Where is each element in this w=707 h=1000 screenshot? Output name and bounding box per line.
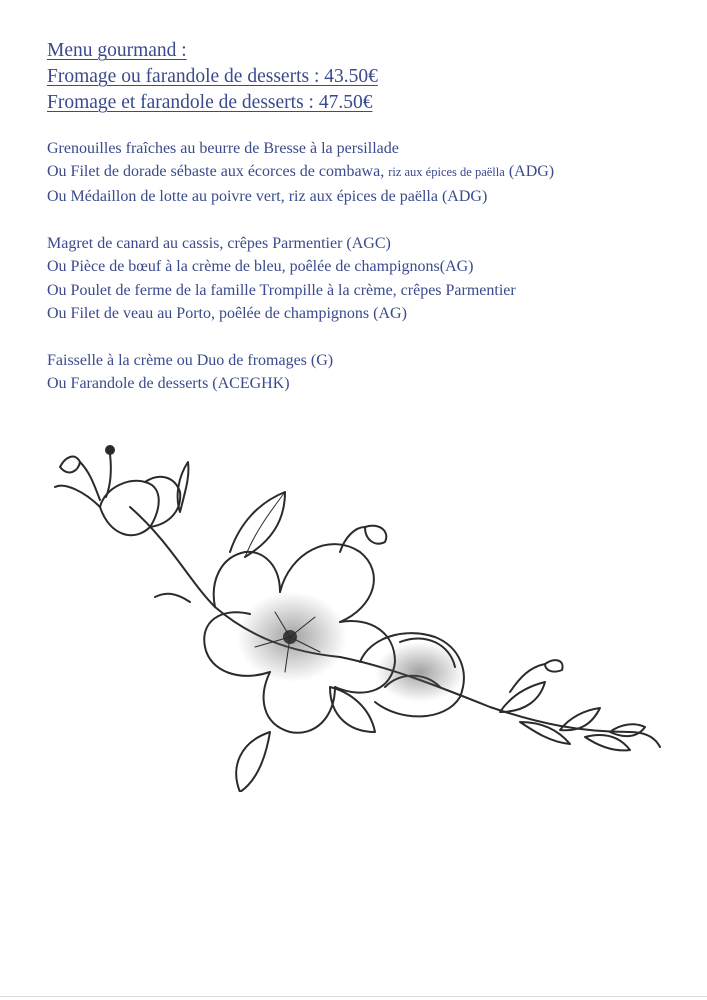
main-item: Magret de canard au cassis, crêpes Parmentier (AGC) [47,235,391,252]
main-item: Ou Poulet de ferme de la famille Trompille à la crème, crêpes Parmentier [47,281,516,299]
mains-section [47,232,687,325]
price-option-cheese-and-desserts: Fromage et farandole de desserts : 47.50€ [47,92,373,113]
starter-item-side: riz aux épices de paëlla [388,165,505,180]
main-item: Ou Pièce de bœuf à la crème de bleu, poêlée de champignons(AG) [47,258,474,276]
price-option-cheese-or-desserts: Fromage ou farandole de desserts : 43.50€ [47,66,378,87]
menu-header [47,38,667,116]
floral-sketch-icon [40,432,670,792]
starter-item-main: Ou Filet de dorade sébaste aux écorces de combawa, [47,163,389,181]
dessert-item: Ou Farandole de desserts (ACEGHK) [47,375,290,393]
starter-item [47,160,687,184]
starters-section [47,137,687,208]
dessert-item: Faisselle à la crème ou Duo de fromages (G) [47,352,334,369]
desserts-section [47,349,687,396]
starter-item: Grenouilles fraîches au beurre de Bresse à la persillade [47,140,399,157]
page-bottom-rule [0,996,707,997]
starter-item-allergens: (ADG) [504,163,555,181]
starter-item: Ou Médaillon de lotte au poivre vert, riz aux épices de paëlla (ADG) [47,187,488,205]
menu-title: Menu gourmand : [47,40,187,61]
main-item: Ou Filet de veau au Porto, poêlée de champignons (AG) [47,304,407,322]
